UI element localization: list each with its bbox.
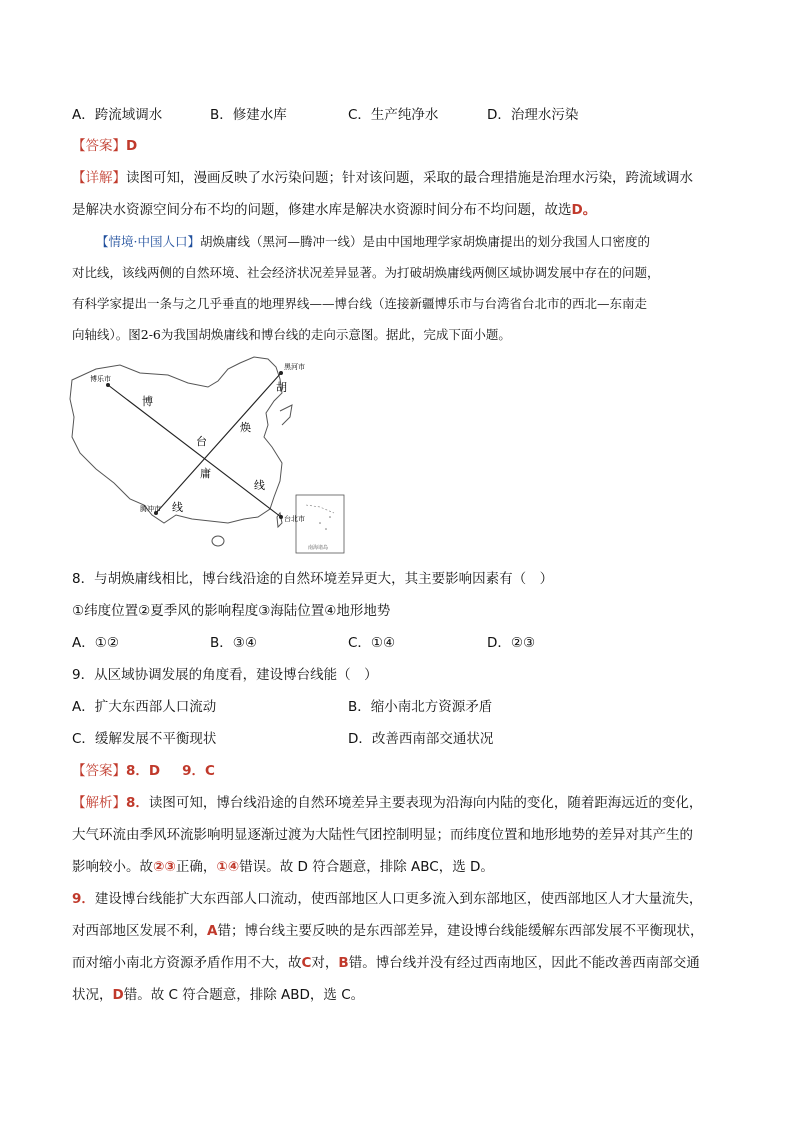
answer-label: 【答案】 — [72, 763, 126, 779]
detail-answer: D。 — [571, 202, 597, 218]
q8-factors: ①纬度位置②夏季风的影响程度③海陆位置④地形地势 — [72, 603, 391, 619]
analysis-text: 错；博台线主要反映的是东西部差异，建设博台线能缓解东西部发展不平衡现状， — [217, 923, 704, 939]
q9-stem: 9．从区域协调发展的角度看，建设博台线能（ ） — [72, 667, 378, 683]
q7-option-c: C．生产纯净水 — [348, 107, 439, 123]
q7-option-d: D．治理水污染 — [487, 107, 579, 123]
city-heihe: 黑河市 — [284, 363, 305, 371]
analysis-9-line3 — [72, 951, 700, 971]
q8-stem: 8．与胡焕庸线相比，博台线沿途的自然环境差异更大，其主要影响因素有（ ） — [72, 571, 554, 587]
q7-detail-line1 — [72, 166, 693, 186]
analysis-num: 8． — [126, 795, 149, 811]
q9-option-d: D．改善西南部交通状况 — [348, 731, 494, 747]
analysis-text: 错。博台线并没有经过西南地区，因此不能改善西南部交通 — [348, 955, 700, 971]
detail-label: 【详解】 — [72, 170, 126, 186]
detail-text: 是解决水资源空间分布不均的问题，修建水库是解决水资源时间分布不均问题，故选 — [72, 202, 572, 218]
analysis-9-line1 — [72, 887, 702, 907]
hainan-island — [212, 536, 224, 546]
answers-8-9 — [72, 759, 215, 779]
q8-option-b: B．③④ — [210, 635, 257, 651]
label-yong: 庸 — [200, 467, 211, 480]
intro-line4: 向轴线）。图2-6为我国胡焕庸线和博台线的走向示意图。据此，完成下面小题。 — [72, 327, 511, 342]
analysis-label: 【解析】 — [72, 795, 126, 811]
q7-detail-line2 — [72, 198, 596, 218]
city-tengchong: 腾冲市 — [140, 505, 161, 513]
korea-coast — [280, 405, 292, 425]
analysis-text: 正确， — [175, 859, 217, 875]
answer-8: 8．D — [126, 763, 161, 779]
answer-value: D — [126, 138, 138, 154]
label-huan: 焕 — [240, 421, 251, 434]
analysis-num: 9． — [72, 891, 95, 907]
analysis-8-line1 — [72, 791, 702, 811]
analysis-text: 对西部地区发展不利， — [72, 923, 207, 939]
hu-huanyong-line — [156, 373, 281, 513]
analysis-highlight: B — [338, 955, 349, 971]
analysis-9-line2 — [72, 919, 703, 939]
intro-line2: 对比线，该线两侧的自然环境、社会经济状况差异显著。为打破胡焕庸线两侧区域协调发展中存在的问题， — [72, 265, 660, 280]
q9-option-b: B．缩小南北方资源矛盾 — [348, 699, 493, 715]
city-taibei: 台北市 — [284, 515, 305, 523]
q9-option-a: A．扩大东西部人口流动 — [72, 699, 217, 715]
city-bole: 博乐市 — [90, 375, 111, 383]
q9-option-c: C．缓解发展不平衡现状 — [72, 731, 217, 747]
analysis-9-line4 — [72, 983, 364, 1003]
q8-option-a: A．①② — [72, 635, 119, 651]
analysis-text: 错。故 C 符合题意，排除 ABD，选 C。 — [123, 987, 365, 1003]
analysis-text: 影响较小。故 — [72, 859, 153, 875]
analysis-text: 状况， — [72, 987, 113, 1003]
analysis-text: 错误。故 D 符合题意，排除 ABC，选 D。 — [239, 859, 494, 875]
intro-text: 胡焕庸线（黑河—腾冲一线）是由中国地理学家胡焕庸提出的划分我国人口密度的 — [199, 234, 650, 249]
intro-line3: 有科学家提出一条与之几乎垂直的地理界线——博台线（连接新疆博乐市与台湾省台北市的西北—东南走 — [72, 296, 648, 311]
analysis-8-line2: 大气环流由季风环流影响明显逐渐过渡为大陆性气团控制明显；而纬度位置和地形地势的差异对其产生的 — [72, 827, 693, 843]
detail-text: 读图可知，漫画反映了水污染问题；针对该问题，采取的最合理措施是治理水污染，跨流域调水 — [126, 170, 693, 186]
intro-line1 — [96, 232, 650, 250]
answer-label: 【答案】 — [72, 138, 126, 154]
label-tai: 台 — [196, 435, 207, 448]
label-xian-bt: 线 — [172, 501, 183, 514]
answer-9: 9．C — [182, 763, 215, 779]
q7-option-b: B．修建水库 — [210, 107, 287, 123]
analysis-highlight: ①④ — [216, 859, 240, 875]
intro-tag: 【情境·中国人口】 — [96, 234, 200, 249]
analysis-text: 对， — [311, 955, 339, 971]
q7-option-a: A．跨流域调水 — [72, 107, 163, 123]
analysis-highlight: D — [112, 987, 124, 1003]
label-xian-hh: 线 — [254, 479, 265, 492]
inset-label: 南海诸岛 — [308, 545, 329, 551]
label-bo: 博 — [142, 395, 153, 408]
analysis-text: 而对缩小南北方资源矛盾作用不大，故 — [72, 955, 302, 971]
label-hu: 胡 — [276, 381, 287, 394]
analysis-highlight: ②③ — [153, 859, 176, 875]
q8-option-d: D．②③ — [487, 635, 536, 651]
q7-answer — [72, 134, 137, 154]
analysis-highlight: A — [207, 923, 218, 939]
analysis-8-line3 — [72, 855, 494, 875]
china-map — [68, 355, 348, 555]
analysis-highlight: C — [301, 955, 312, 971]
q8-option-c: C．①④ — [348, 635, 396, 651]
botai-line — [108, 385, 281, 517]
analysis-text: 读图可知，博台线沿途的自然环境差异主要表现为沿海向内陆的变化，随着距海远近的变化， — [148, 795, 703, 811]
analysis-text: 建设博台线能扩大东西部人口流动，使西部地区人口更多流入到东部地区，使西部地区人才大量流失， — [94, 891, 703, 907]
